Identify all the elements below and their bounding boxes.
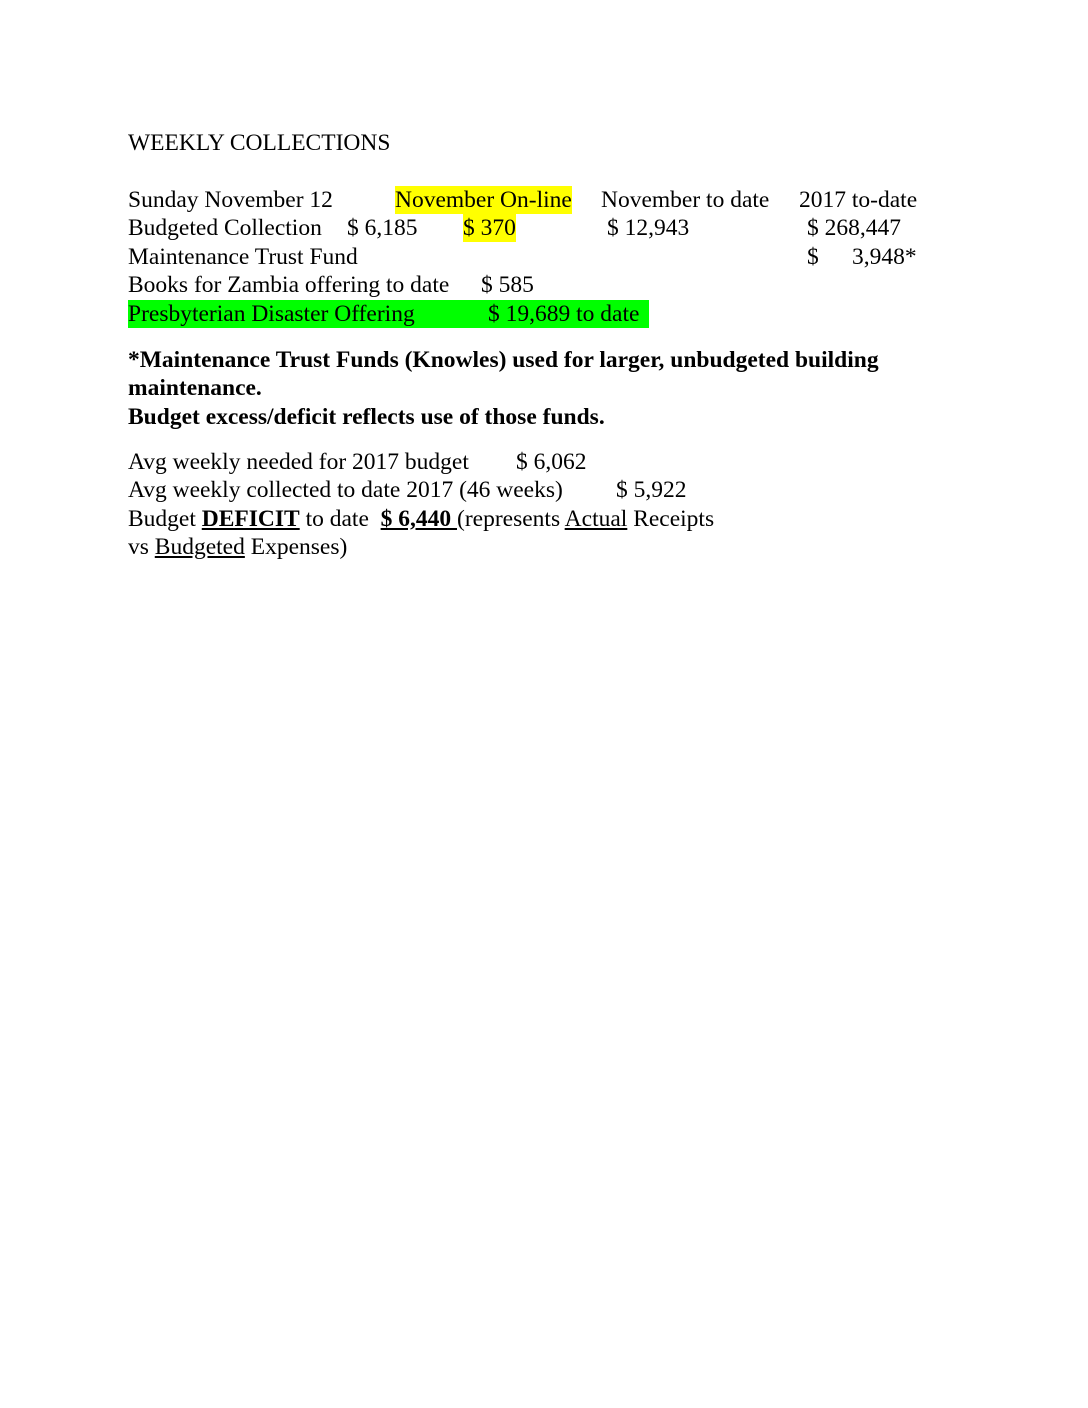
avg-needed-value: $ 6,062 [516, 449, 587, 475]
disaster-offering-label: Presbyterian Disaster Offering [128, 301, 415, 327]
budgeted-word: Budgeted [154, 534, 245, 560]
avg-collected-label: Avg weekly collected to date 2017 (46 weeks) [128, 477, 563, 503]
zambia-offering-value: $ 585 [481, 272, 534, 298]
note-line-3: Budget excess/deficit reflects use of those funds. [128, 404, 605, 430]
avg-collected-value: $ 5,922 [616, 477, 687, 503]
zambia-offering-label: Books for Zambia offering to date [128, 272, 450, 298]
month-to-date-header: November to date [601, 187, 770, 213]
deficit-mid: to date [299, 506, 381, 532]
deficit-word: DEFICIT [201, 506, 300, 532]
deficit-value: $ 6,440 [380, 506, 457, 532]
note-line-2: maintenance. [128, 375, 262, 401]
expenses-word: Expenses) [244, 534, 348, 560]
deficit-paren-start: (represents [457, 506, 565, 532]
maintenance-currency: $ [807, 244, 819, 270]
deficit-line [128, 505, 714, 533]
deficit-line-2 [128, 533, 347, 561]
maintenance-fund-label: Maintenance Trust Fund [128, 244, 358, 270]
online-header: November On-line [395, 187, 572, 213]
avg-needed-label: Avg weekly needed for 2017 budget [128, 449, 469, 475]
actual-word: Actual [564, 506, 628, 532]
receipts-word: Receipts [627, 506, 715, 532]
budgeted-year-to-date-value: $ 268,447 [807, 215, 901, 241]
budgeted-collection-label: Budgeted Collection [128, 215, 322, 241]
disaster-offering-value: $ 19,689 to date [488, 301, 640, 327]
year-to-date-header: 2017 to-date [799, 187, 918, 213]
budgeted-month-to-date-value: $ 12,943 [607, 215, 690, 241]
document-title: WEEKLY COLLECTIONS [128, 130, 391, 156]
budgeted-weekly-value: $ 6,185 [347, 215, 418, 241]
deficit-prefix: Budget [128, 506, 202, 532]
maintenance-year-to-date-value: 3,948* [852, 244, 917, 270]
vs-word: vs [128, 534, 155, 560]
budgeted-online-value: $ 370 [463, 215, 516, 241]
note-line-1: *Maintenance Trust Funds (Knowles) used for larger, unbudgeted building [128, 347, 879, 373]
date-label: Sunday November 12 [128, 187, 333, 213]
